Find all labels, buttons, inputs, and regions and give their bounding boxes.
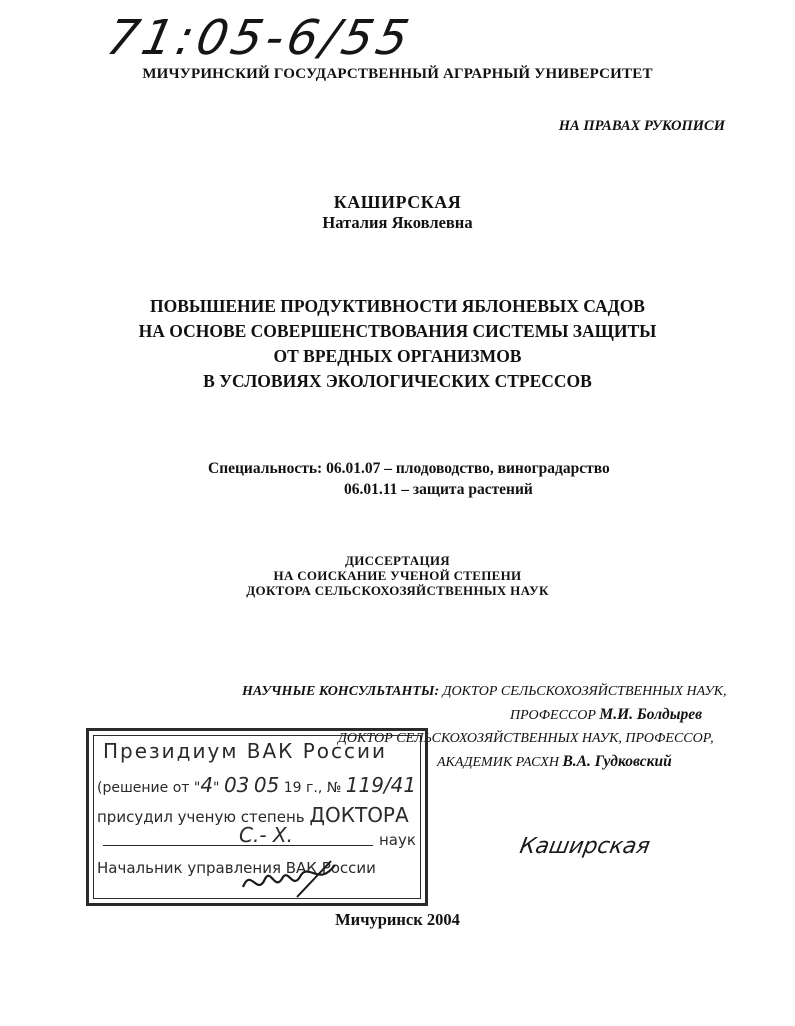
degree-line: ДОКТОРА СЕЛЬСКОХОЗЯЙСТВЕННЫХ НАУК [246,583,549,598]
degree-line: НА СОИСКАНИЕ УЧЕНОЙ СТЕПЕНИ [273,568,522,583]
archive-code-handwritten: 71:05-6/55 [102,10,418,66]
consultants-label: НАУЧНЫЕ КОНСУЛЬТАНТЫ: [242,684,440,699]
title-line: ПОВЫШЕНИЕ ПРОДУКТИВНОСТИ ЯБЛОНЕВЫХ САДОВ [150,296,645,316]
stamp-field-rule [103,845,373,846]
stamp-decision-year: 05 [253,773,280,797]
title-line: ОТ ВРЕДНЫХ ОРГАНИЗМОВ [273,346,522,366]
consultant-1-title: ДОКТОР СЕЛЬСКОХОЗЯЙСТВЕННЫХ НАУК, [442,684,727,699]
thesis-title [0,294,795,394]
stamp-decision-day: 4 [200,773,214,797]
stamp-award-degree: ДОКТОРА [309,803,409,827]
university-name: МИЧУРИНСКИЙ ГОСУДАРСТВЕННЫЙ АГРАРНЫЙ УНИВЕРСИТЕТ [142,66,653,82]
stamp-head-line: Начальник управления ВАК России [97,859,376,877]
stamp-decision-prefix: (решение от " [97,780,201,796]
manuscript-note: НА ПРАВАХ РУКОПИСИ [558,118,725,134]
consultant-1-name: М.И. Болдырев [599,706,703,723]
stamp-field-hand [239,823,293,847]
stamp-decision-line [97,773,416,797]
stamp-decision-number: 119/41 [345,773,417,797]
specialty-code-2: 06.01.11 – защита растений [344,481,533,498]
stamp-field-value: С.- Х. [239,823,293,847]
consultant-2-title: ДОКТОР СЕЛЬСКОХОЗЯЙСТВЕННЫХ НАУК, ПРОФЕССОР, [338,731,714,746]
degree-line: ДИССЕРТАЦИЯ [345,553,450,568]
city-year: Мичуринск 2004 [335,910,460,929]
author-signature: Каширская [517,834,652,859]
vak-approval-stamp [86,728,428,906]
degree-statement [0,553,795,598]
author-surname: КАШИРСКАЯ [333,192,462,212]
specialty-code-1: 06.01.07 – плодоводство, виноградарство [326,460,610,477]
stamp-title: Президиум ВАК России [103,739,388,763]
stamp-award-text: присудил ученую степень [97,808,305,826]
consultant-2-rank: АКАДЕМИК РАСХН [437,755,559,770]
author-given-name: Наталия Яковлевна [322,213,473,232]
specialty-block [208,458,610,500]
stamp-decision-suffix: 19 г., № [283,780,342,796]
stamp-decision-month: 03 [223,773,250,797]
consultant-2-name: В.А. Гудковский [562,753,672,770]
title-line: НА ОСНОВЕ СОВЕРШЕНСТВОВАНИЯ СИСТЕМЫ ЗАЩИТЫ [138,321,657,341]
stamp-signature-icon [239,857,349,901]
stamp-field-suffix: наук [379,831,416,849]
consultant-1-rank: ПРОФЕССОР [510,708,596,723]
specialty-label: Специальность: [208,460,323,477]
title-line: В УСЛОВИЯХ ЭКОЛОГИЧЕСКИХ СТРЕССОВ [203,371,592,391]
stamp-decision-mid: " [213,780,220,796]
